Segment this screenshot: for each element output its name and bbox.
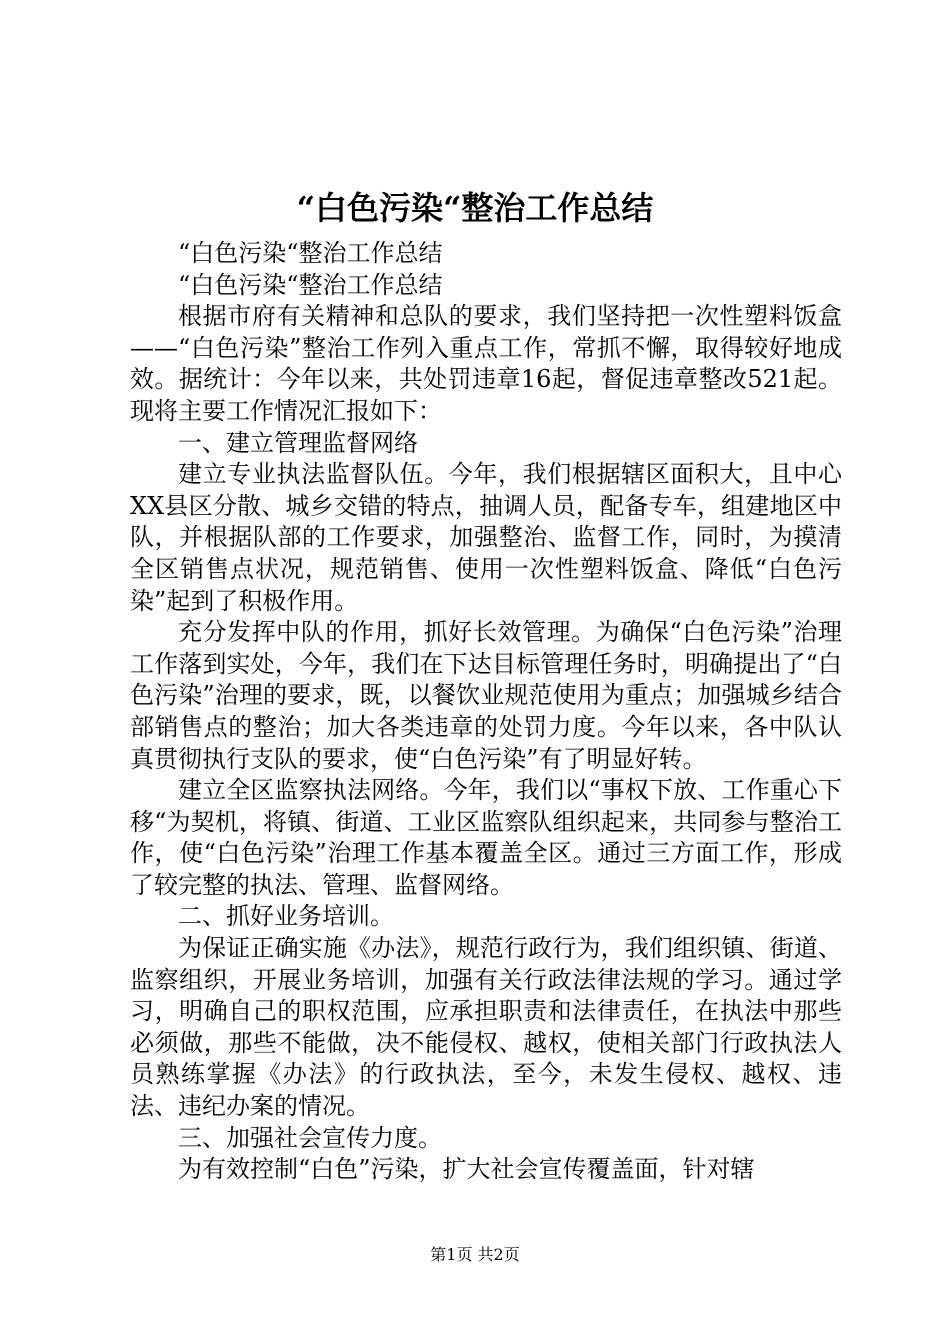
body-paragraph: 为保证正确实施《办法》，规范行政行为，我们组织镇、街道、监察组织，开展业务培训，加强有关行政法律法规的学习。通过学习，明确自己的职权范围，应承担职责和法律责任，在执法中那些必须做，那些不能做，决不能侵权、越权，使相关部门行政执法人员熟练掌握《办法》的行政执法，至今，未发生侵权、越权、违法、违纪办案的情况。 <box>130 934 842 1121</box>
body-paragraph: 建立专业执法监督队伍。今年，我们根据辖区面积大，且中心XX县区分散、城乡交错的特点，抽调人员，配备专车，组建地区中队，并根据队部的工作要求，加强整治、监督工作，同时，为摸清全区销售点状况，规范销售、使用一次性塑料饭盒、降低“白色污染”起到了积极作用。 <box>130 460 842 615</box>
section-heading: 三、加强社会宣传力度。 <box>178 1123 442 1152</box>
body-paragraph: 建立全区监察执法网络。今年，我们以“事权下放、工作重心下移“为契机，将镇、街道、工业区监察队组织起来，共同参与整治工作，使“白色污染”治理工作基本覆盖全区。通过三方面工作，形成了较完整的执法、管理、监督网络。 <box>130 776 842 899</box>
body-paragraph: 为有效控制“白色”污染，扩大社会宣传覆盖面，针对辖 <box>178 1155 755 1184</box>
section-heading: 二、抓好业务培训。 <box>178 902 394 931</box>
document-title: “白色污染“整治工作总结 <box>296 189 654 227</box>
body-paragraph: 充分发挥中队的作用，抓好长效管理。为确保“白色污染”治理工作落到实处，今年，我们在下达目标管理任务时，明确提出了“白色污染”治理的要求，既，以餐饮业规范使用为重点；加强城乡结合部销售点的整治；加大各类违章的处罚力度。今年以来，各中队认真贯彻执行支队的要求，使“白色污染”有了明显好转。 <box>130 618 842 773</box>
section-heading: 一、建立管理监督网络 <box>178 428 418 457</box>
document-body <box>130 238 842 1186</box>
intro-paragraph: 根据市府有关精神和总队的要求，我们坚持把一次性塑料饭盒——“白色污染”整治工作列入重点工作，常抓不懈，取得较好地成效。据统计：今年以来，共处罚违章16起，督促违章整改521起。现将主要工作情况汇报如下： <box>130 302 842 425</box>
subtitle-line: “白色污染“整治工作总结 <box>178 239 443 267</box>
subtitle-line: “白色污染“整治工作总结 <box>178 270 443 299</box>
page-footer: 第1页 共2页 <box>430 1245 520 1264</box>
